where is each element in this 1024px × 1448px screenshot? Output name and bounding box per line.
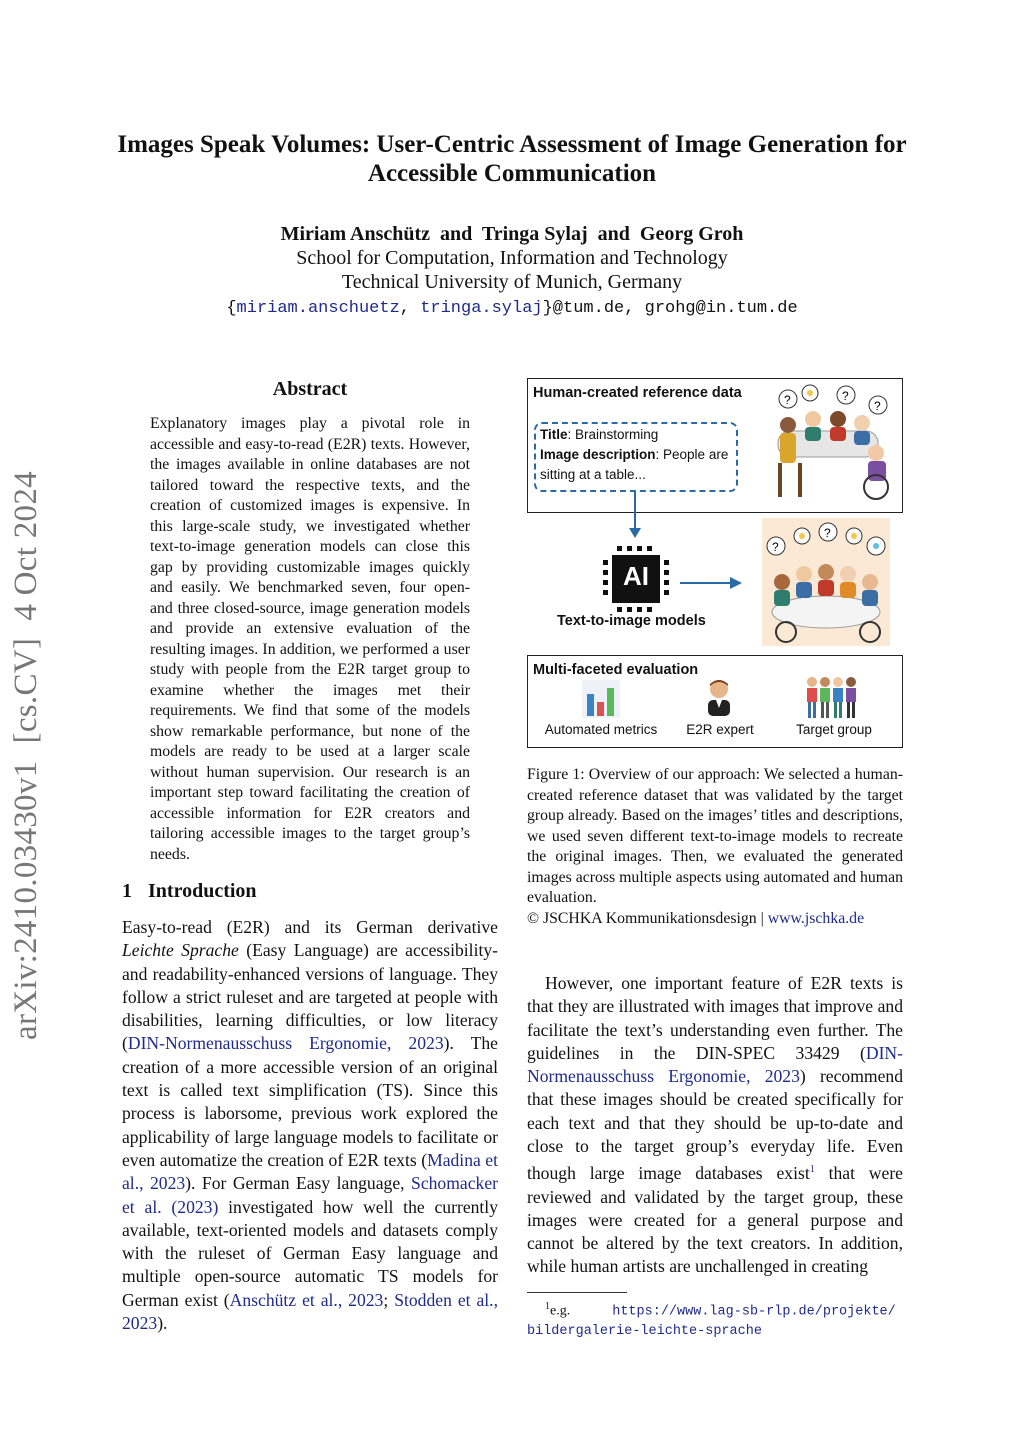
citation-link[interactable]: Schomacker et al. (2023) xyxy=(122,1173,498,1217)
credit-link[interactable]: www.jschka.de xyxy=(767,909,865,927)
text-run: However, one important feature of E2R texts is that they are illustrated with images that improve and facilitate the text’s understanding even further. The guidelines in the DIN-SPEC 33429 ( xyxy=(527,973,903,1063)
eval-e2r-expert: E2R expert xyxy=(686,722,754,737)
footnote-marker[interactable]: 1 xyxy=(809,1164,815,1176)
author-emails xyxy=(100,294,924,321)
evaluation-box xyxy=(527,655,903,748)
text-run: ) recommend that these images should be created specifically for each text and that they should be up-to-date and close to the target group’s everyday life. Even though large image databases exist xyxy=(527,1066,903,1184)
brainstorming-illustration xyxy=(758,383,898,505)
title-line-1: Images Speak Volumes: User-Centric Assessment of Image Generation for xyxy=(117,131,907,158)
arrow-down-icon xyxy=(627,492,643,538)
footnote-number: 1 xyxy=(545,1301,550,1312)
author-names: Miriam Anschütz and Tringa Sylaj and Georg Groh xyxy=(280,223,744,245)
arrow-right-icon xyxy=(680,575,742,591)
footnote-prefix: e.g. xyxy=(550,1303,571,1319)
reference-data-title: Human-created reference data xyxy=(533,385,742,401)
description-value: : People are sitting at a table... xyxy=(540,447,729,482)
svg-text:?: ? xyxy=(842,389,849,403)
citation-link[interactable]: Madina et al., 2023 xyxy=(122,1149,499,1194)
arxiv-identifier: arXiv:2410.03430v1 [cs.CV] 4 Oct 2024 xyxy=(8,471,44,1040)
text-run: (Easy Language) are accessibility- and readability-enhanced versions of language. They follow a strict ruleset and are targeted at people with disabilities, learning difficulties, or low literacy ( xyxy=(122,940,499,1054)
email-close: }@tum.de, grohg@in.tum.de xyxy=(542,299,798,318)
figure-caption xyxy=(527,765,903,929)
citation-link[interactable]: DIN-Normenausschuss Ergonomie, 2023 xyxy=(527,1042,903,1087)
affiliation-university: Technical University of Munich, Germany xyxy=(341,271,683,293)
title-line-2: Accessible Communication xyxy=(367,160,657,187)
text-run: that were reviewed and validated by the target group, these images were created for a general purpose and cannot be altered by the text creators. In addition, while human artists are unchallenged in creating xyxy=(527,1163,903,1277)
footnote-line-1 xyxy=(527,1298,907,1322)
text-run: ). xyxy=(157,1313,168,1334)
affiliation-school: School for Computation, Information and Technology xyxy=(296,247,728,269)
text-run: ). The creation of a more accessible version of an original text is called text simplification (TS). Since this process is laborsome, previous work explored the applicability of large language models to facilitate or even automatize the creation of E2R texts ( xyxy=(122,1033,498,1170)
svg-text:?: ? xyxy=(874,399,881,413)
email-separator: , xyxy=(399,299,421,318)
citation-link[interactable]: DIN-Normenausschuss Ergonomie, 2023 xyxy=(127,1033,444,1054)
reference-description-card xyxy=(534,422,738,492)
section-heading-introduction xyxy=(122,880,257,903)
ai-chip-label: AI xyxy=(623,561,649,591)
footnote xyxy=(527,1298,907,1341)
title-label: Title xyxy=(540,427,568,442)
text-run: investigated how well the currently available, text-oriented models and datasets comply with the ruleset of German Easy language and multiple open-source automatic TS models for German exist ( xyxy=(122,1196,498,1310)
footnote-divider xyxy=(527,1292,627,1293)
eval-automated-metrics: Automated metrics xyxy=(544,722,658,737)
text-run: Easy-to-read (E2R) and its German derivative xyxy=(122,917,498,937)
title-field xyxy=(540,425,732,445)
section-number: 1 xyxy=(122,880,132,902)
eval-target-group: Target group xyxy=(796,722,872,737)
text-to-image-models-label: Text-to-image models xyxy=(557,613,706,629)
title-value: : Brainstorming xyxy=(567,427,659,442)
caption-text: Figure 1: Overview of our approach: We selected a human-created reference dataset that was validated by the target group already. Based on the images’ titles and descriptions, we used seven different text-to-image models to recreate the original images. Then, we evaluated the generated images across multiple aspects using automated and human evaluation. xyxy=(527,766,903,906)
citation-link[interactable]: Anschütz et al., 2023 xyxy=(229,1289,384,1310)
footnote-line-2 xyxy=(527,1322,907,1341)
email-open: { xyxy=(226,299,237,318)
svg-text:?: ? xyxy=(772,540,779,554)
email-sylaj[interactable]: tringa.sylaj xyxy=(420,299,543,318)
expert-avatar-icon xyxy=(702,678,736,716)
description-field xyxy=(540,445,732,485)
evaluation-title: Multi-faceted evaluation xyxy=(533,662,699,678)
text-run: ). For German Easy language, xyxy=(185,1173,412,1194)
author-block xyxy=(100,222,924,321)
description-label: Image description xyxy=(540,447,656,462)
image-credit: © JSCHKA Kommunikationsdesign | xyxy=(527,909,768,927)
intro-paragraph-2 xyxy=(527,972,903,1279)
svg-text:?: ? xyxy=(824,526,831,540)
footnote-url-continued[interactable]: bildergalerie-leichte-sprache xyxy=(527,1323,762,1339)
svg-text:?: ? xyxy=(784,393,791,407)
section-title: Introduction xyxy=(148,880,257,902)
text-run: ; xyxy=(383,1289,395,1310)
email-anschuetz[interactable]: miriam.anschuetz xyxy=(236,299,400,318)
abstract-heading: Abstract xyxy=(272,378,348,400)
citation-link[interactable]: Stodden et al., 2023 xyxy=(122,1289,498,1334)
intro-paragraph-1 xyxy=(122,916,498,1335)
emphasis-leichte-sprache: Leichte Sprache xyxy=(122,940,239,961)
target-group-icon xyxy=(804,676,858,720)
generated-image-illustration xyxy=(762,518,890,646)
footnote-url[interactable]: https://www.lag-sb-rlp.de/projekte/ xyxy=(612,1304,896,1320)
abstract-text: Explanatory images play a pivotal role in accessible and easy-to-read (E2R) texts. However, the images available in online databases are not tailored toward the respective texts, and the creation of customized images is expensive. In this large-scale study, we investigated whether text-to-image generation models can close this gap by providing customizable images quickly and easily. We benchmarked seven, four open- and three closed-source, image generation models and provide an extensive evaluation of the resulting images. In addition, we performed a user study with people from the E2R target group to examine whether the images met their requirements. We find that some of the models show remarkable performance, but none of the models are ready to be used at a larger scale without human supervision. Our research is an important step toward facilitating the creation of accessible information for E2R creators and tailoring accessible images to the target group’s needs. xyxy=(150,415,470,863)
bar-chart-icon xyxy=(582,680,620,718)
paper-title xyxy=(100,130,924,188)
